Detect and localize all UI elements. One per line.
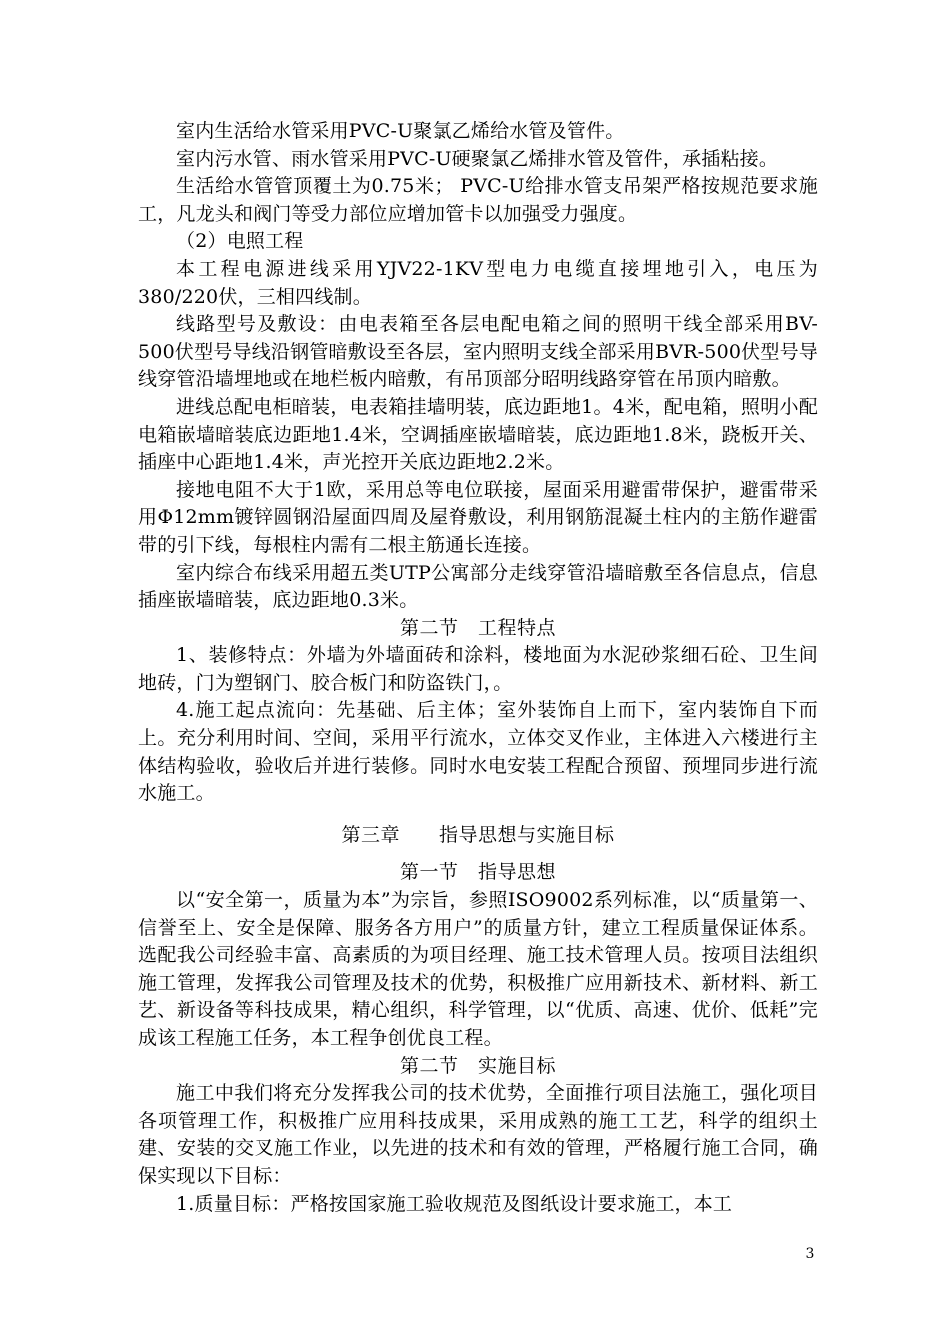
section-title-guiding-ideology: 第一节 指导思想 xyxy=(399,861,556,884)
document-body xyxy=(138,118,818,1218)
paragraph: 室内生活给水管采用PVC-U聚氯乙烯给水管及管件。 xyxy=(176,120,625,142)
paragraph: 接地电阻不大于1欧，采用总等电位联接，屋面采用避雷带保护，避雷带采用Φ12mm镀锌圆钢沿屋面四周及屋脊敷设，利用钢筋混凝土柱内的主筋作避雷带的引下线，每根柱内需有二根主筋通长连接。 xyxy=(138,478,818,556)
paragraph: 施工中我们将充分发挥我公司的技术优势，全面推行项目法施工，强化项目各项管理工作，积极推广应用科技成果，采用成熟的施工工艺，科学的组织土建、安装的交叉施工作业，以先进的技术和有效的管理，严格履行施工合同，确保实现以下目标： xyxy=(138,1082,818,1187)
section-title-project-features: 第二节 工程特点 xyxy=(399,616,556,639)
paragraph: 以“安全第一，质量为本”为宗旨，参照ISO9002系列标准，以“质量第一、信誉至上、安全是保障、服务各方用户”的质量方针，建立工程质量保证体系。选配我公司经验丰富、高素质的为项目经理、施工技术管理人员。按项目法组织施工管理，发挥我公司管理及技术的优势，积极推广应用新技术、新材料、新工艺、新设备等科技成果，精心组织，科学管理，以“优质、高速、优价、低耗”完成该工程施工任务，本工程争创优良工程。 xyxy=(138,889,818,1049)
paragraph: 生活给水管管顶覆土为0.75米； PVC-U给排水管支吊架严格按规范要求施工，凡龙头和阀门等受力部位应增加管卡以加强受力强度。 xyxy=(138,175,818,225)
section-title-implementation-goals: 第二节 实施目标 xyxy=(399,1054,556,1077)
paragraph: 1、装修特点：外墙为外墙面砖和涂料，楼地面为水泥砂浆细石砼、卫生间地砖，门为塑钢门、胶合板门和防盗铁门，。 xyxy=(138,644,818,694)
paragraph: 室内污水管、雨水管采用PVC-U硬聚氯乙烯排水管及管件，承插粘接。 xyxy=(176,147,779,170)
paragraph: 进线总配电柜暗装，电表箱挂墙明装，底边距地1。4米，配电箱，照明小配电箱嵌墙暗装底边距地1.4米，空调插座嵌墙暗装，底边距地1.8米，跷板开关、插座中心距地1.4米，声光控开关底边距地2.2米。 xyxy=(138,395,818,474)
paragraph: 4.施工起点流向：先基础、后主体；室外装饰自上而下，室内装饰自下而上。充分利用时间、空间，采用平行流水，立体交叉作业，主体进入六楼进行主体结构验收，验收后并进行装修。同时水电安装工程配合预留、预埋同步进行流水施工。 xyxy=(138,699,818,805)
paragraph: 本工程电源进线采用YJV22-1KV型电力电缆直接埋地引入，电压为380/220伏，三相四线制。 xyxy=(138,257,818,308)
subheading-electrical: （2）电照工程 xyxy=(176,230,304,253)
paragraph: 1.质量目标：严格按国家施工验收规范及图纸设计要求施工，本工 xyxy=(176,1192,733,1215)
paragraph: 室内综合布线采用超五类UTP公寓部分走线穿管沿墙暗敷至各信息点，信息插座嵌墙暗装，底边距地0.3米。 xyxy=(138,561,818,612)
page-number: 3 xyxy=(805,1246,815,1262)
paragraph: 线路型号及敷设：由电表箱至各层电配电箱之间的照明干线全部采用BV-500伏型号导线沿钢管暗敷设至各层，室内照明支线全部采用BVR-500伏型号导线穿管沿墙埋地或在地栏板内暗敷，有吊顶部分昭明线路穿管在吊顶内暗敷。 xyxy=(138,313,818,391)
chapter-title: 第三章 指导思想与实施目标 xyxy=(341,823,615,846)
